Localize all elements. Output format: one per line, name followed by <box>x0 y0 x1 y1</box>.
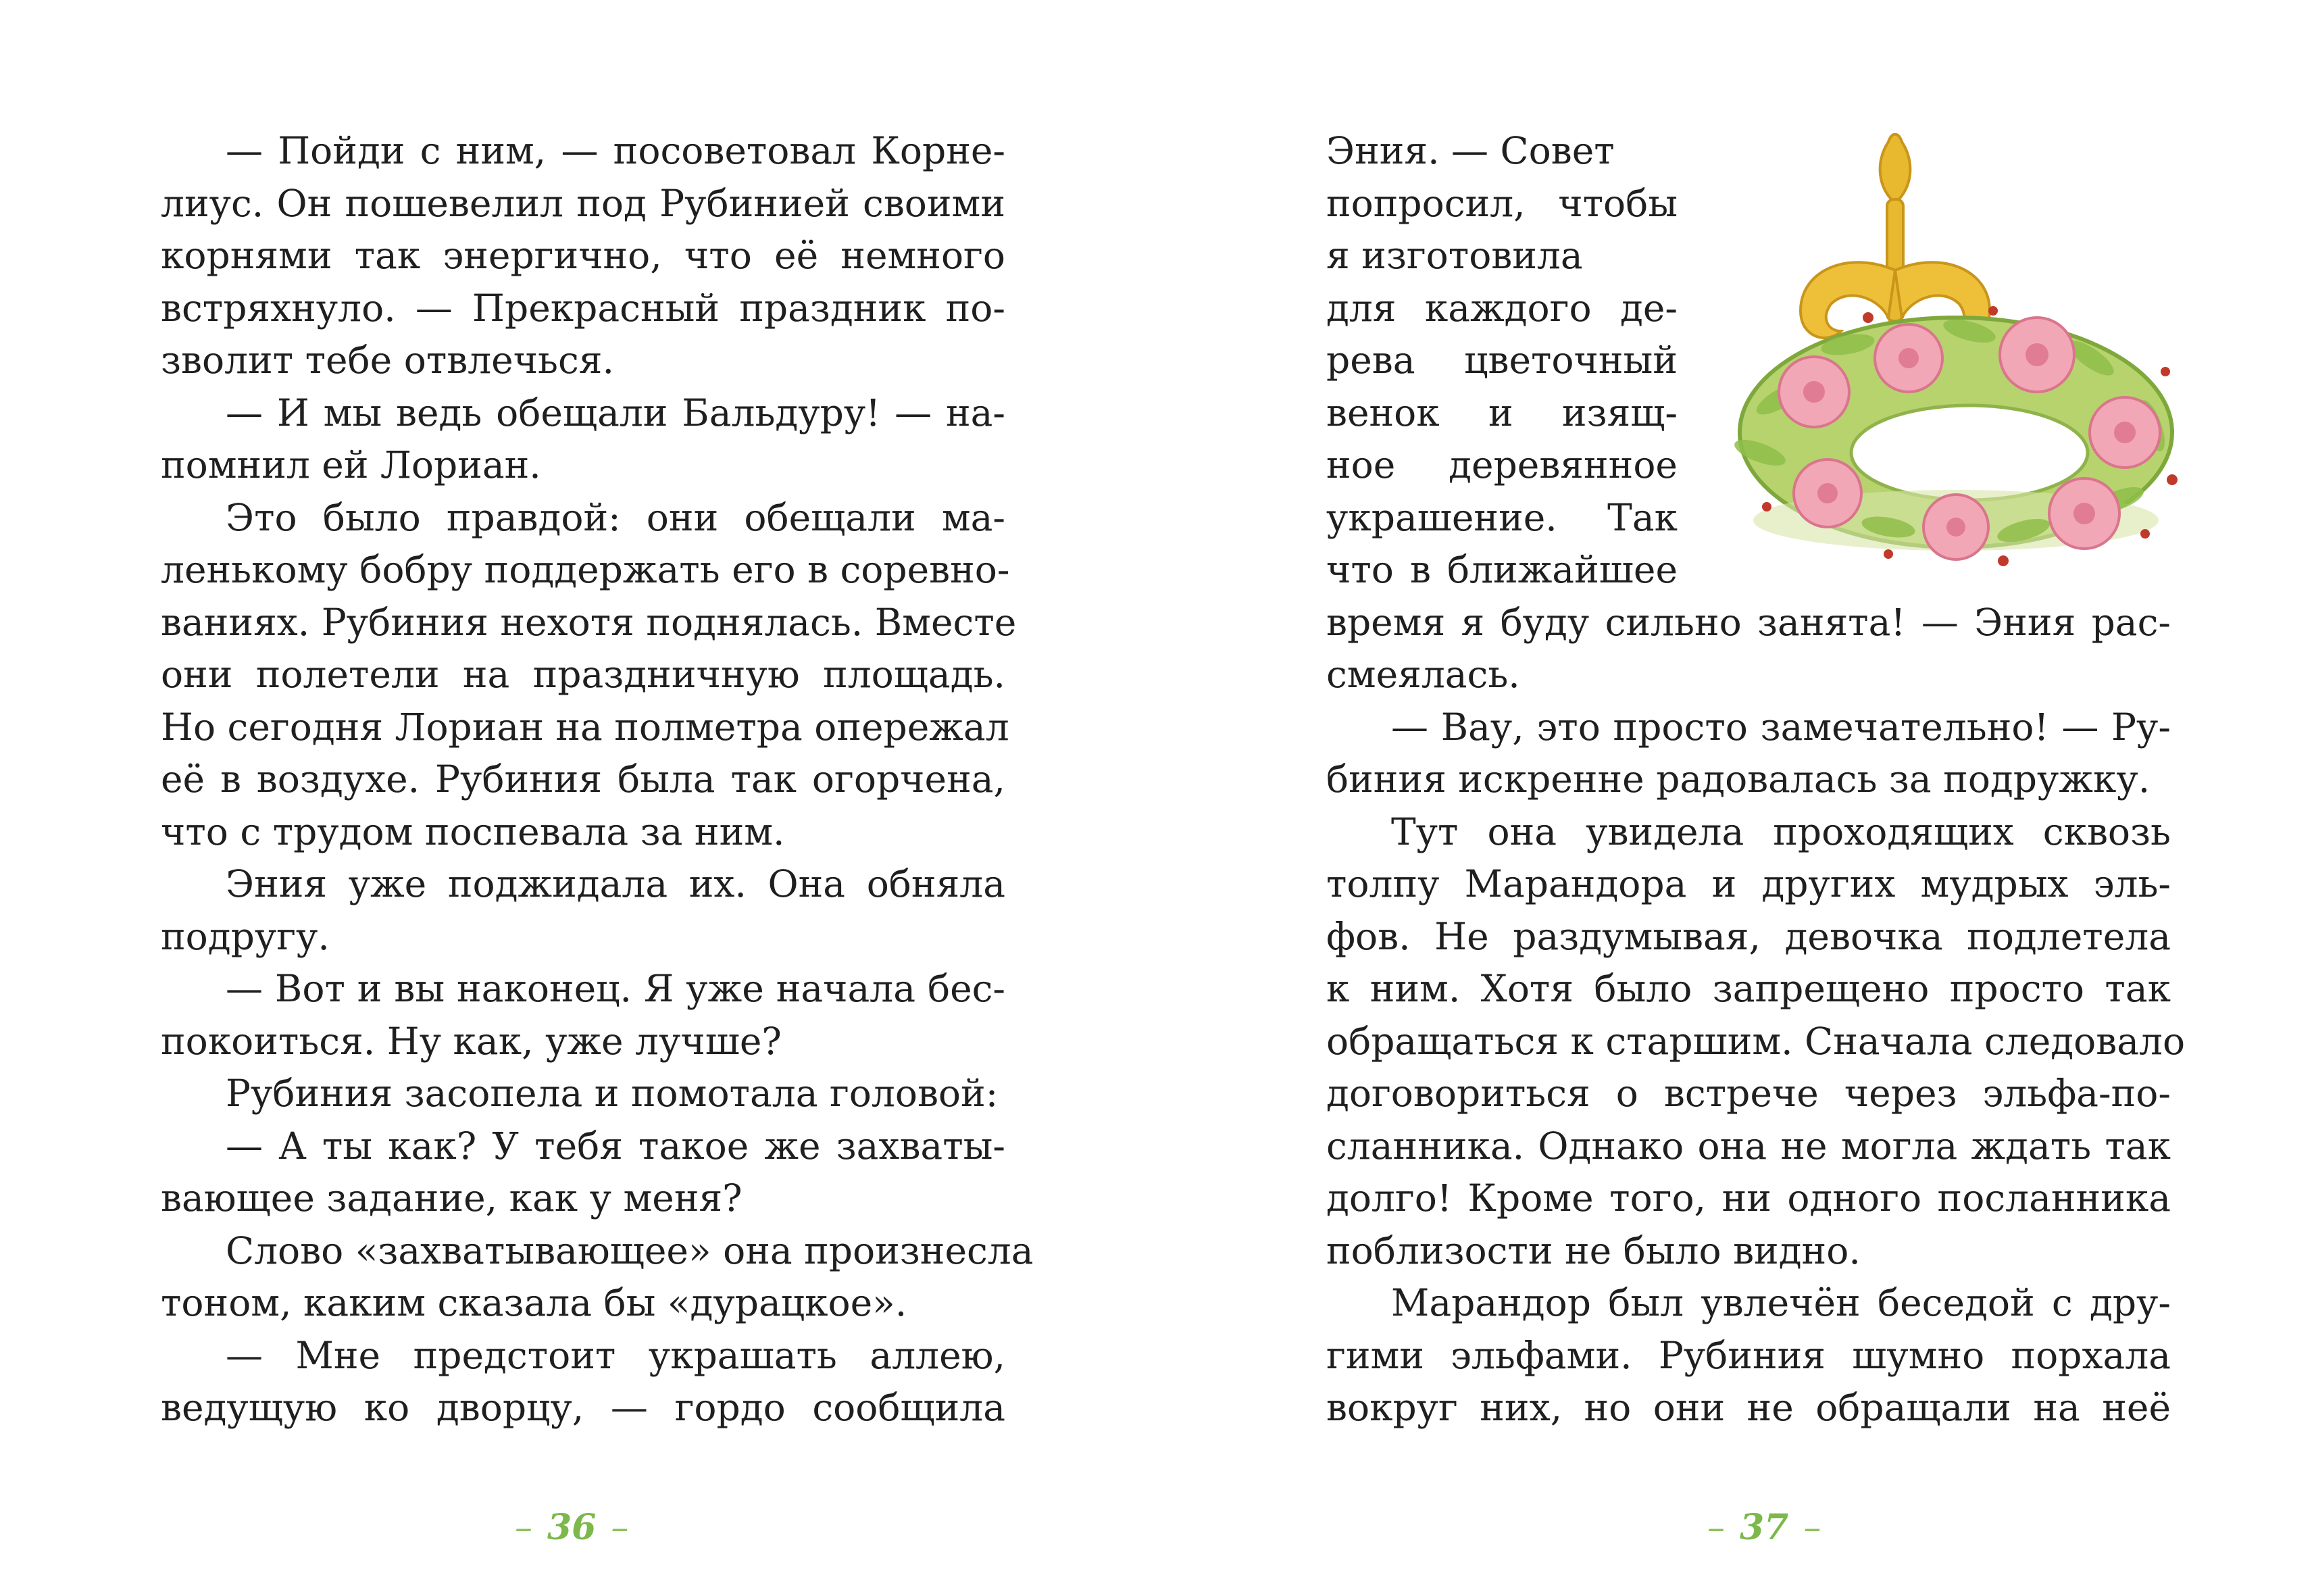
text-line: для каждого де- <box>1326 286 1678 330</box>
text-line: обращаться к старшим. Сначала следовало <box>1326 1019 2186 1063</box>
flower-wreath-illustration <box>1686 115 2199 588</box>
text-line: вокруг них, но они не обращали на неё <box>1326 1386 2171 1429</box>
text-line: ведущую ко дворцу, — гордо сообщила <box>161 1386 1005 1429</box>
text-line: что в ближайшее <box>1326 548 1678 591</box>
text-line: Рубиния засопела и помотала головой: <box>226 1072 999 1115</box>
text-line: Марандор был увлечён беседой с дру- <box>1391 1281 2171 1324</box>
golden-finial-icon <box>1801 134 1990 338</box>
text-line: к ним. Хотя было запрещено просто так <box>1326 967 2171 1010</box>
page-number-dash: – <box>515 1507 532 1548</box>
text-line: покоиться. Ну как, уже лучше? <box>161 1019 782 1063</box>
right-page-text <box>1326 597 2186 1435</box>
text-line: тоном, каким сказала бы «дурацкое». <box>161 1281 907 1324</box>
right-page-text-beside-image <box>1326 125 1678 597</box>
text-line: попросил, чтобы <box>1326 181 1678 225</box>
text-line: украшение. Так <box>1326 495 1678 539</box>
text-line: рева цветочный <box>1326 339 1678 382</box>
text-line: они полетели на праздничную площадь. <box>161 653 1005 696</box>
page-number-dash: – <box>1707 1507 1725 1548</box>
text-line: ваниях. Рубиния нехотя поднялась. Вместе <box>161 600 1017 644</box>
text-line: что с трудом поспевала за ним. <box>161 809 785 853</box>
text-line: подругу. <box>161 914 330 958</box>
text-line: венок и изящ- <box>1326 391 1678 434</box>
text-line: договориться о встрече через эльфа-по- <box>1326 1072 2171 1115</box>
text-line: время я буду сильно занята! — Эния рас- <box>1326 600 2171 644</box>
text-line: я изготовила <box>1326 234 1583 277</box>
text-line: ное деревянное <box>1326 443 1678 487</box>
text-line: смеялась. <box>1326 653 1520 696</box>
text-line: толпу Марандора и других мудрых эль- <box>1326 862 2171 905</box>
text-line: — Вот и вы наконец. Я уже начала бес- <box>226 967 1005 1010</box>
page-number-value: 36 <box>547 1507 597 1548</box>
text-line: Слово «захватывающее» она произнесла <box>226 1228 1034 1272</box>
text-line: встряхнуло. — Прекрасный праздник по- <box>161 286 1005 330</box>
text-line: Тут она увидела проходящих сквозь <box>1391 809 2171 853</box>
page-number-value: 37 <box>1740 1507 1789 1548</box>
text-line: зволит тебе отвлечься. <box>161 339 614 382</box>
page-number-dash: – <box>611 1507 629 1548</box>
text-line: — Вау, это просто замечательно! — Ру- <box>1391 705 2171 749</box>
page-number-left <box>500 1507 643 1548</box>
text-line: Эния. — Совет <box>1326 129 1615 172</box>
text-line: Это было правдой: они обещали ма- <box>226 495 1005 539</box>
text-line: — Пойди с ним, — посоветовал Корне- <box>226 129 1005 172</box>
text-line: сланника. Однако она не могла ждать так <box>1326 1124 2171 1168</box>
page-number-right <box>1692 1507 1836 1548</box>
text-line: лиус. Он пошевелил под Рубинией своими <box>161 181 1005 225</box>
text-line: её в воздухе. Рубиния была так огорчена, <box>161 757 1005 801</box>
text-line: долго! Кроме того, ни одного посланника <box>1326 1176 2171 1220</box>
text-line: — И мы ведь обещали Бальдуру! — на- <box>226 391 1005 434</box>
text-line: фов. Не раздумывая, девочка подлетела <box>1326 914 2171 958</box>
text-line: ленькому бобру поддержать его в соревно- <box>161 548 1010 591</box>
left-page-text <box>161 125 1034 1435</box>
text-line: — Мне предстоит украшать аллею, <box>226 1333 1005 1377</box>
text-line: биния искренне радовалась за подружку. <box>1326 757 2150 801</box>
text-line: Эния уже поджидала их. Она обняла <box>226 862 1005 905</box>
text-line: Но сегодня Лориан на полметра опережал <box>161 705 1009 749</box>
page-number-dash: – <box>1803 1507 1821 1548</box>
text-line: поблизости не было видно. <box>1326 1228 1861 1272</box>
text-line: корнями так энергично, что её немного <box>161 234 1005 277</box>
text-line: помнил ей Лориан. <box>161 443 541 487</box>
text-line: вающее задание, как у меня? <box>161 1176 743 1220</box>
text-line: — А ты как? У тебя такое же захваты- <box>226 1124 1005 1168</box>
text-line: гими эльфами. Рубиния шумно порхала <box>1326 1333 2171 1377</box>
